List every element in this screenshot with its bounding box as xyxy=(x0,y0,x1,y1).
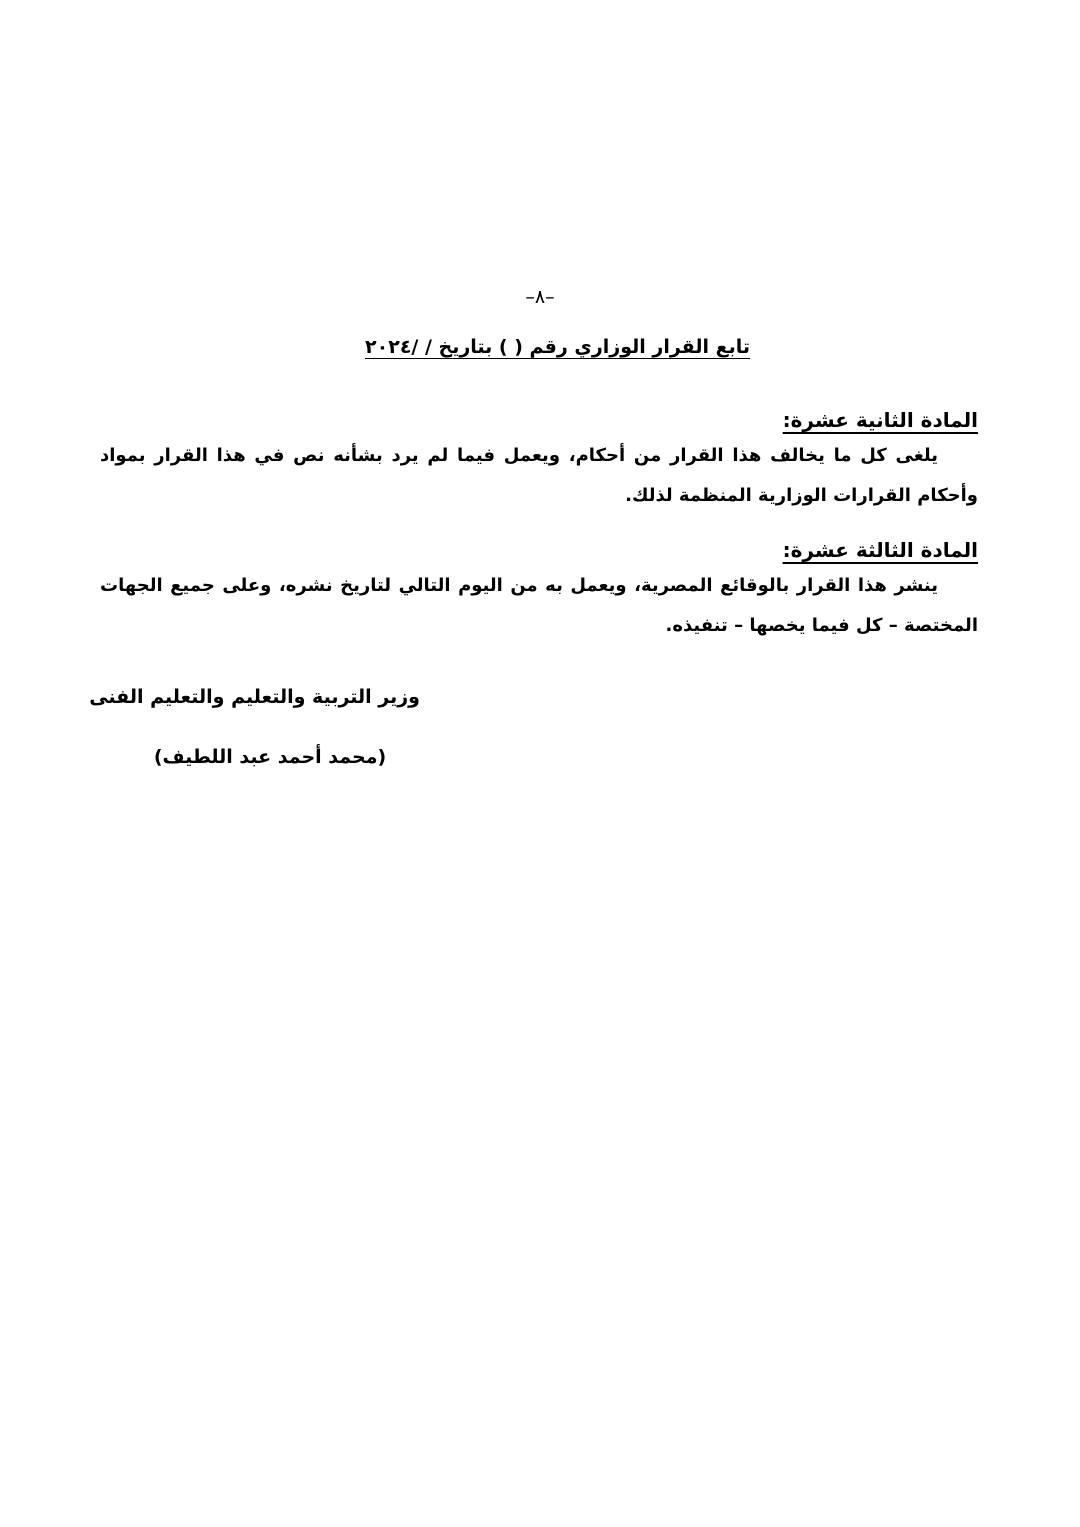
article-thirteen-body: ينشر هذا القرار بالوقائع المصرية، ويعمل به من اليوم التالي لتاريخ نشره، وعلى جميع الجهات المختصة – كل فيما يخصها – تنفيذه. xyxy=(100,575,978,636)
article-twelve-body: يلغى كل ما يخالف هذا القرار من أحكام، ويعمل فيما لم يرد بشأنه نص في هذا القرار بمواد وأحكام القرارات الوزارية المنظمة لذلك. xyxy=(100,445,978,506)
page-number: –٨– xyxy=(525,286,555,308)
article-thirteen-heading: المادة الثالثة عشرة: xyxy=(782,538,978,562)
article-twelve xyxy=(100,408,978,516)
minister-name: (محمد أحمد عبد اللطيف) xyxy=(153,746,387,768)
minister-title: وزير التربية والتعليم والتعليم الفنى xyxy=(89,686,420,708)
decree-followup-header: تابع القرار الوزاري رقم ( ) بتاريخ / /٢٠٢٤ xyxy=(365,336,750,358)
article-thirteen xyxy=(100,538,978,646)
article-twelve-heading: المادة الثانية عشرة: xyxy=(782,408,978,432)
